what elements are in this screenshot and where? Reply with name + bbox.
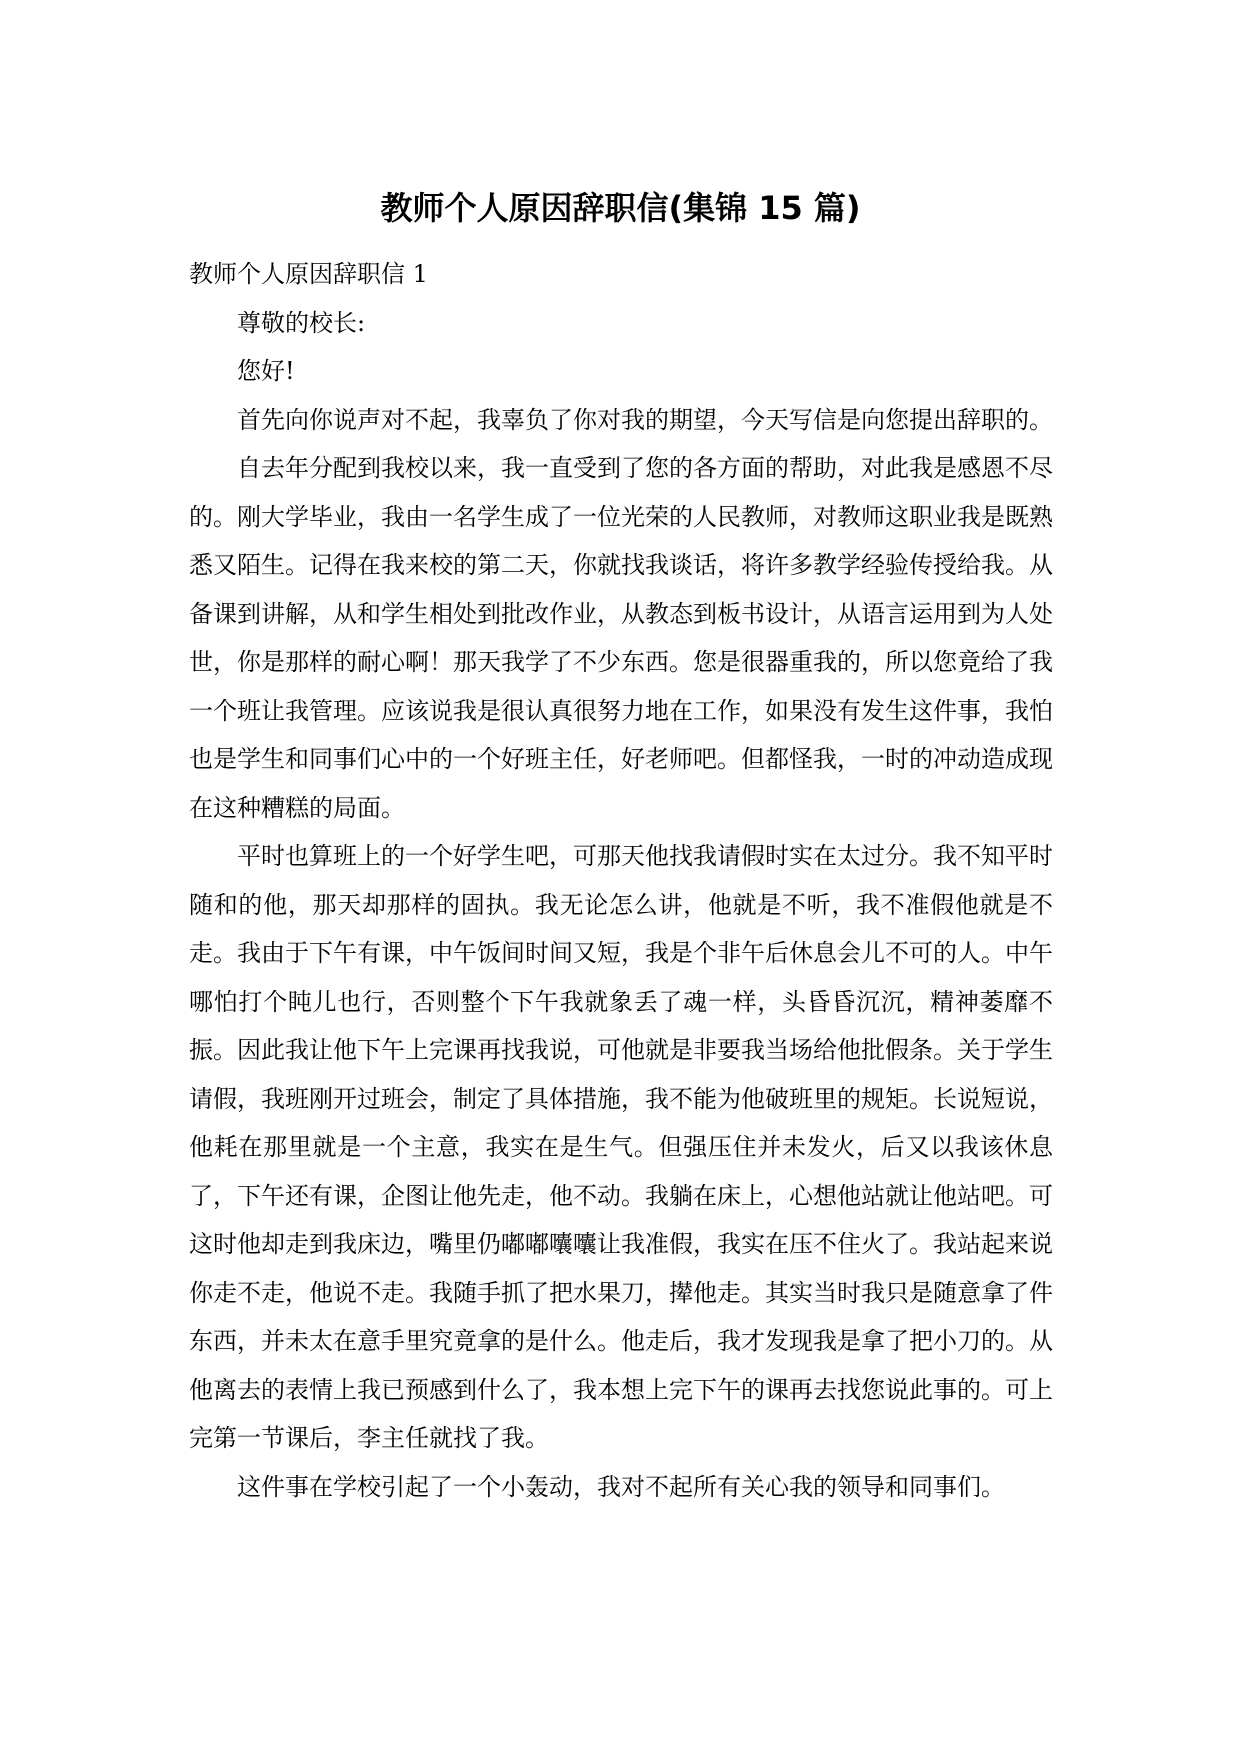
- greeting: 您好!: [237, 357, 295, 385]
- letter-body: [189, 250, 1053, 1511]
- paragraph-gratitude: 自去年分配到我校以来，我一直受到了您的各方面的帮助，对此我是感恩不尽的。刚大学毕业，我由一名学生成了一位光荣的人民教师，对教师这职业我是既熟悉又陌生。记得在我来校的第二天，你就找我谈话，将许多教学经验传授给我。从备课到讲解，从和学生相处到批改作业，从教态到板书设计，从语言运用到为人处世，你是那样的耐心啊！那天我学了不少东西。您是很器重我的，所以您竟给了我一个班让我管理。应该说我是很认真很努力地在工作，如果没有发生这件事，我怕也是学生和同事们心中的一个好班主任，好老师吧。但都怪我，一时的冲动造成现在这种糟糕的局面。: [189, 454, 1053, 822]
- paragraph-incident: 平时也算班上的一个好学生吧，可那天他找我请假时实在太过分。我不知平时随和的他，那天却那样的固执。我无论怎么讲，他就是不听，我不准假他就是不走。我由于下午有课，中午饭间时间又短，我是个非午后休息会儿不可的人。中午哪怕打个盹儿也行，否则整个下午我就象丢了魂一样，头昏昏沉沉，精神萎靡不振。因此我让他下午上完课再找我说，可他就是非要我当场给他批假条。关于学生请假，我班刚开过班会，制定了具体措施，我不能为他破班里的规矩。长说短说，他耗在那里就是一个主意，我实在是生气。但强压住并未发火，后又以我该休息了，下午还有课，企图让他先走，他不动。我躺在床上，心想他站就让他站吧。可这时他却走到我床边，嘴里仍嘟嘟囔囔让我准假，我实在压不住火了。我站起来说你走不走，他说不走。我随手抓了把水果刀，撵他走。其实当时我只是随意拿了件东西，并未太在意手里究竟拿的是什么。他走后，我才发现我是拿了把小刀的。从他离去的表情上我已预感到什么了，我本想上完下午的课再去找您说此事的。可上完第一节课后，李主任就找了我。: [189, 842, 1053, 1452]
- document-title: 教师个人原因辞职信(集锦 15 篇): [380, 189, 861, 227]
- paragraph-consequence: 这件事在学校引起了一个小轰动，我对不起所有关心我的领导和同事们。: [237, 1472, 1005, 1501]
- section-heading: 教师个人原因辞职信 1: [189, 260, 428, 288]
- paragraph-apology: 首先向你说声对不起，我辜负了你对我的期望，今天写信是向您提出辞职的。: [237, 405, 1053, 434]
- salutation: 尊敬的校长:: [237, 308, 366, 337]
